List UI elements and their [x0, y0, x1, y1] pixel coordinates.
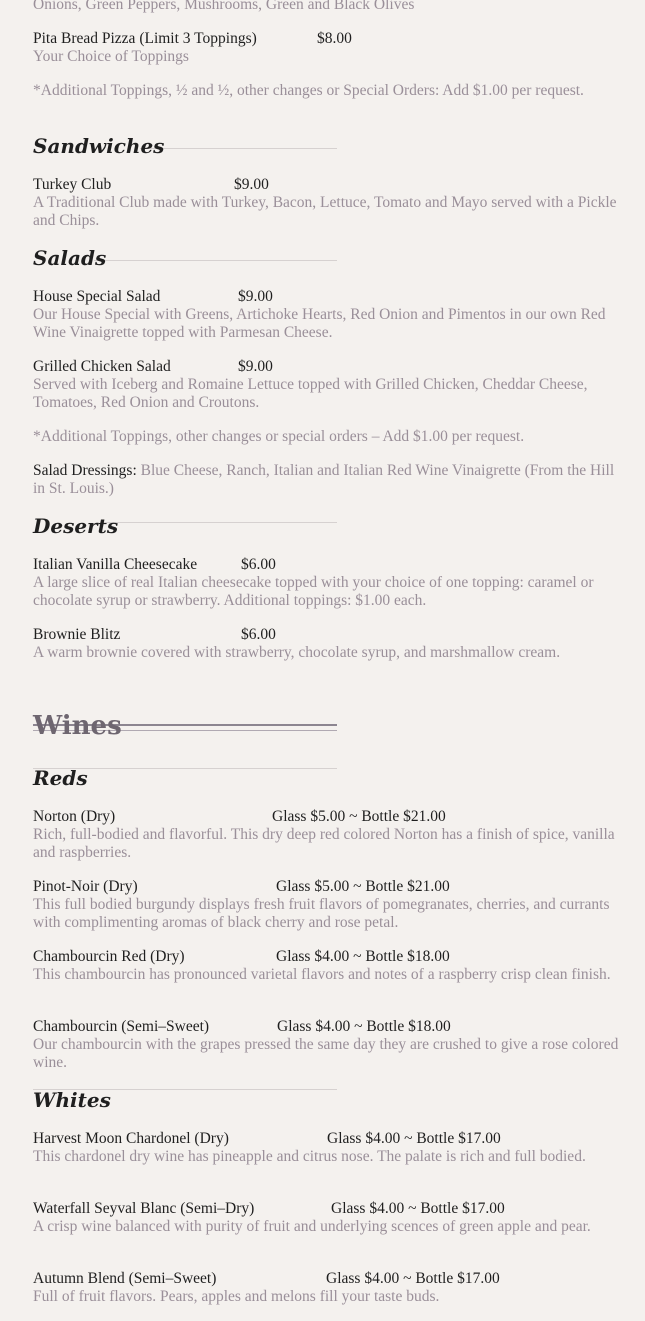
- item-description: A warm brownie covered with strawberry, chocolate syrup, and marshmallow cream.: [33, 644, 561, 661]
- item-name: Norton (Dry): [33, 808, 116, 825]
- wines-title: Wines: [33, 711, 122, 741]
- item-price: Glass $4.00 ~ Bottle $17.00: [327, 1130, 501, 1147]
- dressings-label: Salad Dressings:: [33, 462, 137, 479]
- menu-item: [33, 358, 273, 376]
- item-description: A crisp wine balanced with purity of fruit and underlying scences of green apple and pear.: [33, 1218, 591, 1235]
- menu-item: [33, 556, 276, 574]
- section-heading-reds: Reds: [33, 766, 88, 790]
- salad-dressings: [33, 462, 623, 498]
- item-name: House Special Salad: [33, 288, 161, 305]
- section-divider: [100, 522, 337, 523]
- menu-item: [33, 1018, 451, 1036]
- item-price: $9.00: [238, 288, 273, 305]
- item-description: This chambourcin has pronounced varietal flavors and notes of a raspberry crisp clean finish.: [33, 966, 611, 983]
- salad-note: *Additional Toppings, other changes or special orders – Add $1.00 per request.: [33, 428, 525, 445]
- item-description: Served with Iceberg and Romaine Lettuce topped with Grilled Chicken, Cheddar Cheese, Tomatoes, Red Onion and Croutons.: [33, 376, 588, 411]
- item-price: Glass $4.00 ~ Bottle $17.00: [326, 1270, 500, 1287]
- item-name: Turkey Club: [33, 176, 112, 193]
- item-price: Glass $4.00 ~ Bottle $18.00: [277, 1018, 451, 1035]
- menu-item: [33, 1270, 500, 1288]
- menu-item: [33, 626, 276, 644]
- item-name: Autumn Blend (Semi–Sweet): [33, 1270, 217, 1287]
- section-divider: [94, 260, 337, 261]
- item-price: $8.00: [317, 30, 352, 47]
- menu-item: [33, 176, 269, 194]
- menu-item: [33, 808, 446, 826]
- item-name: Harvest Moon Chardonel (Dry): [33, 1130, 229, 1147]
- item-description: Full of fruit flavors. Pears, apples and melons fill your taste buds.: [33, 1288, 440, 1305]
- item-name: Waterfall Seyval Blanc (Semi–Dry): [33, 1200, 255, 1217]
- menu-item: [33, 1200, 505, 1218]
- item-price: $6.00: [241, 556, 276, 573]
- section-heading-deserts: Deserts: [33, 514, 119, 538]
- item-description: A Traditional Club made with Turkey, Bacon, Lettuce, Tomato and Mayo served with a Pickle and Chips.: [33, 194, 617, 229]
- pizza-note: *Additional Toppings, ½ and ½, other changes or Special Orders: Add $1.00 per request.: [33, 82, 584, 99]
- item-description: A large slice of real Italian cheesecake topped with your choice of one topping: caramel or chocolate syrup or strawberry. Additional toppings: $1.00 each.: [33, 574, 594, 609]
- dressings-text: Blue Cheese, Ranch, Italian and Italian Red Wine Vinaigrette (From the Hill in St. Louis.): [33, 462, 615, 497]
- item-description: Rich, full-bodied and flavorful. This dry deep red colored Norton has a finish of spice, vanilla and raspberries.: [33, 826, 615, 861]
- item-price: $6.00: [241, 626, 276, 643]
- item-price: $9.00: [234, 176, 269, 193]
- menu-item: [33, 288, 273, 306]
- item-description: Our chambourcin with the grapes pressed the same day they are crushed to give a rose colored wine.: [33, 1036, 619, 1071]
- item-price: $9.00: [238, 358, 273, 375]
- item-description: Your Choice of Toppings: [33, 48, 189, 65]
- item-name: Italian Vanilla Cheesecake: [33, 556, 198, 573]
- item-name: Brownie Blitz: [33, 626, 121, 643]
- menu-item: [33, 948, 450, 966]
- item-price: Glass $5.00 ~ Bottle $21.00: [272, 808, 446, 825]
- section-divider: [140, 148, 337, 149]
- item-name: Chambourcin (Semi–Sweet): [33, 1018, 210, 1035]
- item-price: Glass $4.00 ~ Bottle $17.00: [331, 1200, 505, 1217]
- item-name: Grilled Chicken Salad: [33, 358, 171, 375]
- menu-item: [33, 878, 450, 896]
- item-price: Glass $5.00 ~ Bottle $21.00: [276, 878, 450, 895]
- item-name: Pita Bread Pizza (Limit 3 Toppings): [33, 30, 257, 47]
- section-heading-sandwiches: Sandwiches: [33, 134, 165, 158]
- menu-item: [33, 1130, 501, 1148]
- section-heading-salads: Salads: [33, 246, 107, 270]
- item-description: This chardonel dry wine has pineapple and citrus nose. The palate is rich and full bodied.: [33, 1148, 586, 1165]
- item-name: Chambourcin Red (Dry): [33, 948, 185, 965]
- menu-item: [33, 30, 352, 48]
- item-description: Onions, Green Peppers, Mushrooms, Green and Black Olives: [33, 0, 415, 13]
- item-description: Our House Special with Greens, Artichoke Hearts, Red Onion and Pimentos in our own Red Wine Vinaigrette topped with Parmesan Cheese.: [33, 306, 606, 341]
- item-description: This full bodied burgundy displays fresh fruit flavors of pomegranates, cherries, and currants with complimenting aromas of black cherry and rose petal.: [33, 896, 610, 931]
- item-price: Glass $4.00 ~ Bottle $18.00: [276, 948, 450, 965]
- section-heading-whites: Whites: [33, 1088, 111, 1112]
- item-name: Pinot-Noir (Dry): [33, 878, 138, 895]
